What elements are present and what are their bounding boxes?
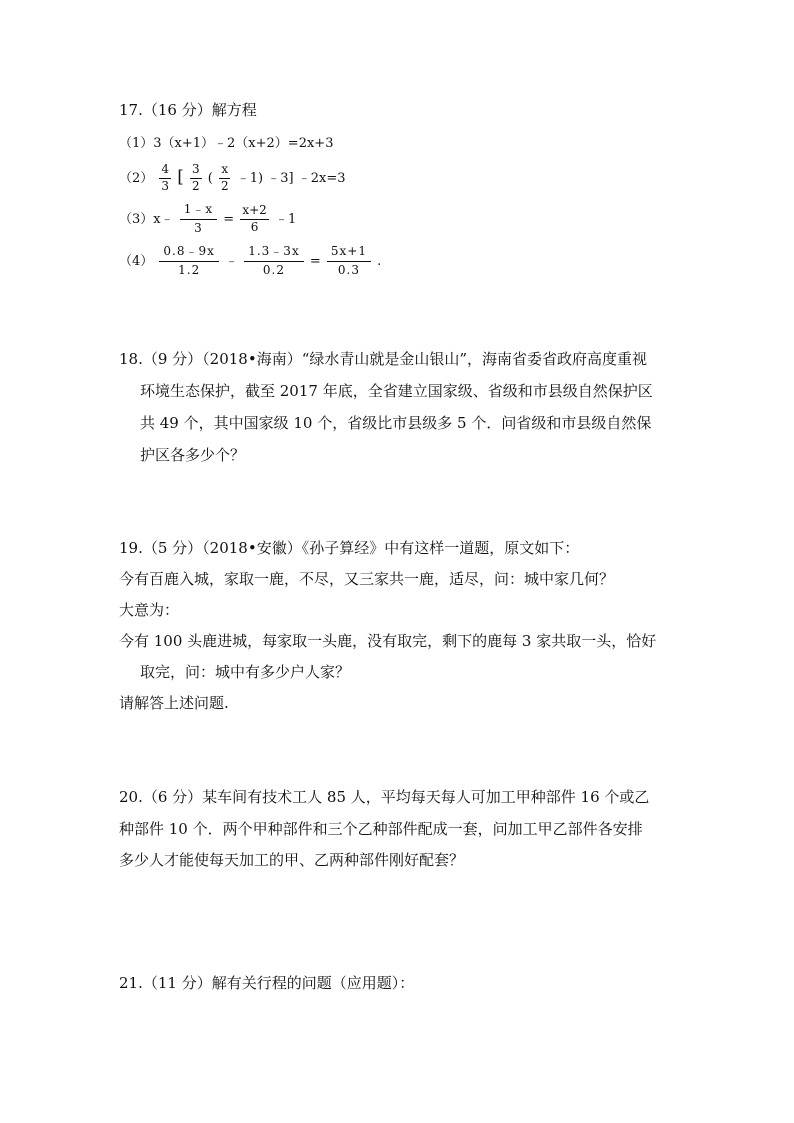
fraction: $\frac{5x+1}{0.3}$ [327, 245, 371, 278]
q17-part-2: （2） $\frac{4}{3}$ [ $\frac{3}{2}$ ( $\frac{x}{2}$ ﹣1) ﹣3] ﹣2x=3 [119, 162, 346, 193]
q18-line-3: 共 49 个，其中国家级 10 个，省级比市县级多 5 个．问省级和市县级自然保 [140, 414, 652, 432]
fraction: $\frac{1.3﹣3x}{0.2}$ [244, 245, 304, 278]
q20-line-1: 20.（6 分）某车间有技术工人 85 人，平均每天每人可加工甲种部件 16 个或乙 [119, 788, 650, 806]
q19-line-1: 19.（5 分）（2018•安徽）《孙子算经》中有这样一道题，原文如下： [119, 539, 580, 557]
fraction: $\frac{0.8﹣9x}{1.2}$ [159, 245, 219, 278]
fraction: $\frac{4}{3}$ [161, 162, 170, 193]
fraction: $\frac{3}{2}$ [191, 162, 200, 193]
q19-line-3: 大意为： [119, 601, 180, 619]
fraction: $\frac{x}{2}$ [220, 162, 229, 193]
q17-part-1: （1）3（x+1）﹣2（x+2）=2x+3 [119, 136, 334, 151]
q19-line-6: 请解答上述问题. [119, 694, 229, 712]
q18-line-4: 护区各多少个？ [140, 446, 246, 464]
fraction: $\frac{x+2}{6}$ [242, 203, 267, 234]
q19-line-5: 取完，问：城中有多少户人家？ [140, 663, 351, 681]
q19-line-4: 今有 100 头鹿进城，每家取一头鹿，没有取完，剩下的鹿每 3 家共取一头，恰好 [119, 632, 657, 650]
q17-title: 17.（16 分）解方程 [119, 101, 257, 119]
q20-line-3: 多少人才能使每天加工的甲、乙两种部件刚好配套？ [119, 851, 465, 869]
q21-line-1: 21.（11 分）解有关行程的问题（应用题）： [119, 974, 415, 992]
q20-line-2: 种部件 10 个．两个甲种部件和三个乙种部件配成一套，问加工甲乙部件各安排 [119, 820, 643, 838]
q19-line-2: 今有百鹿入城，家取一鹿，不尽，又三家共一鹿，适尽，问：城中家几何？ [119, 570, 615, 588]
q17-part-3: （3）x﹣ $\frac{1﹣x}{3}$ = $\frac{x+2}{6}$ ﹣1 [119, 202, 297, 235]
fraction: $\frac{1﹣x}{3}$ [180, 203, 217, 236]
q18-line-1: 18.（9 分）（2018•海南）“绿水青山就是金山银山”，海南省委省政府高度重视 [119, 350, 648, 368]
q17-part-4: （4） $\frac{0.8﹣9x}{1.2}$ ﹣ $\frac{1.3﹣3x}{0.2}$ = $\frac{5x+1}{0.3}$ . [119, 244, 382, 277]
q18-line-2: 环境生态保护，截至 2017 年底，全省建立国家级、省级和市县级自然保护区 [140, 382, 653, 400]
